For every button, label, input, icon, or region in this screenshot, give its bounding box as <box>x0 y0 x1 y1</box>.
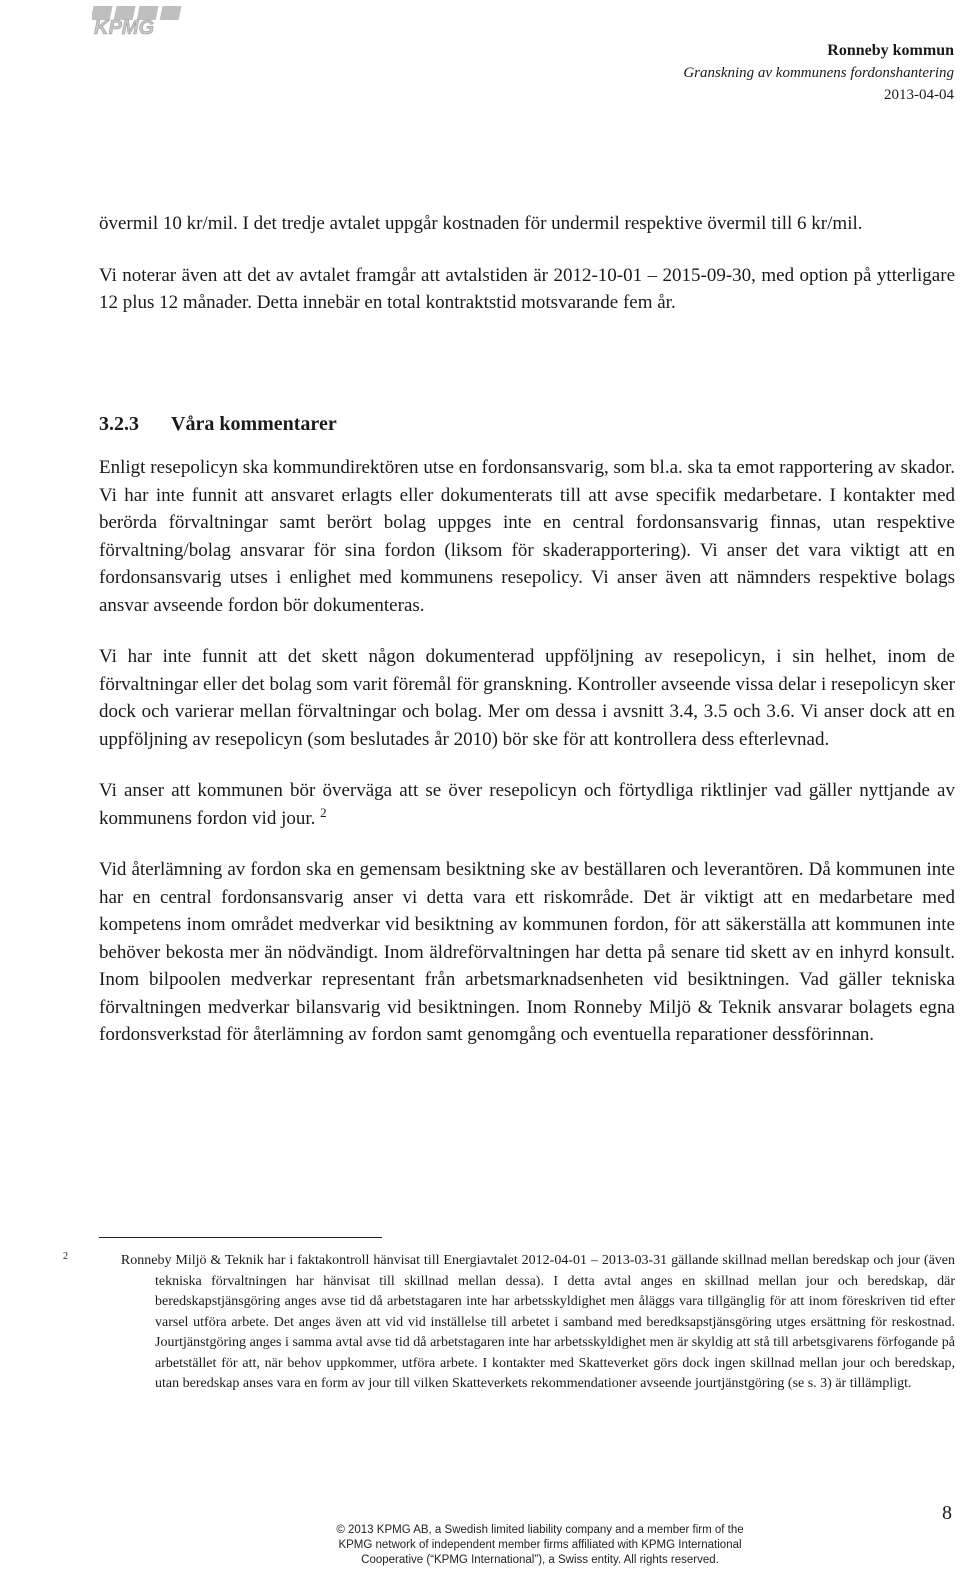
kpmg-logo-text: KPMG <box>94 17 154 38</box>
paragraph: övermil 10 kr/mil. I det tredje avtalet uppgår kostnaden för undermil respektive övermil till 6 kr/mil. <box>99 213 863 234</box>
paragraph: Vid återlämning av fordon ska en gemensam besiktning ske av beställaren och leverantören. Då kommunen inte har en central fordonsansvarig anser vi detta vara ett riskområde. Det är viktigt att en medarbetare med kompetens inom området medverkar vid besiktning av kommunen fordon, för att säkerställa att kommunen inte behöver bekosta mer än nödvändigt. Inom äldreförvaltningen har detta på senare tid skett av en inhyrd konsult. Inom bilpoolen medverkar representant från arbetsmarknadsenheten vid besiktningen. Vad gäller tekniska förvaltningen medverkar bilansvarig vid besiktningen. Inom Ronneby Miljö & Teknik ansvarar bolagets egna fordonsverkstad för återlämning av fordon samt genomgång och eventuella reparationer dessförinnan. <box>99 859 955 1045</box>
paragraph: Vi noterar även att det av avtalet framgår att avtalstiden är 2012-10-01 – 2015-09-30, med option på ytterligare 12 plus 12 månader. Detta innebär en total kontraktstid motsvarande fem år. <box>99 264 955 313</box>
header-organization: Ronneby kommun <box>827 42 954 59</box>
copyright-line: © 2013 KPMG AB, a Swedish limited liability company and a member firm of the <box>336 1524 744 1536</box>
document-header <box>683 40 954 106</box>
intro-text <box>99 210 955 341</box>
footnote-divider <box>99 1237 382 1238</box>
copyright-line: Cooperative (“KPMG International”), a Swiss entity. All rights reserved. <box>361 1554 719 1566</box>
header-subject: Granskning av kommunens fordonshantering <box>683 65 954 81</box>
section-title: Våra kommentarer <box>171 413 337 435</box>
section-body <box>99 454 955 1073</box>
section-number: 3.2.3 <box>99 413 139 435</box>
section-heading <box>99 413 337 436</box>
paragraph: Vi har inte funnit att det skett någon dokumenterad uppföljning av resepolicyn, i sin helhet, inom de förvaltningar eller det bolag som varit föremål för granskning. Kontroller avseende vissa delar i resepolicyn sker dock och varierar mellan förvaltningar och bolag. Mer om dessa i avsnitt 3.4, 3.5 och 3.6. Vi anser dock att en uppföljning av resepolicyn (som beslutades år 2010) bör ske för att kontrollera dess efterlevnad. <box>99 646 955 750</box>
paragraph: Enligt resepolicyn ska kommundirektören utse en fordonsansvarig, som bl.a. ska ta emot rapportering av skador. Vi har inte funnit att ansvaret erlagts eller dokumenterats till att avse specifik medarbetare. I kontakter med berörda förvaltningar samt berört bolag uppges inte en central fordonsansvarig finnas, utan respektive förvaltning/bolag ansvarar för sina fordon (liksom för skaderapportering). Vi anser det vara viktigt att en fordonsansvarig utses i enlighet med kommunens resepolicy. Vi anser även att nämnders respektive bolags ansvar avseende fordon bör dokumenteras. <box>99 457 955 616</box>
header-date: 2013-04-04 <box>884 87 954 103</box>
kpmg-logo <box>92 4 184 38</box>
footnote-text: Ronneby Miljö & Teknik har i faktakontroll hänvisat till Energiavtalet 2012-04-01 – 2013-03-31 gällande skillnad mellan beredskap och jour (även tekniska förvaltningen har hänvisat till skillnad mellan dessa). I detta avtal anges en skillnad mellan jour och beredskap, där beredskapstjänsgöring anges avse tid då arbetstagaren inte har arbetsskyldighet men åläggs vara tillgänglig för att inom föreskriven tid efter varsel utföra arbete. Det anges även att vid vid inställelse till arbetet i samband med beredksapstjänsgöring utges ersättning för reskostnad. Jourtjänstgöring anges i samma avtal avse tid då arbetstagaren inte har arbetsskyldighet men är skyldig att stå till arbetsgivarens förfogande på arbetstället för att, när behov uppkommer, utföra arbete. I kontakter med Skatteverket görs dock ingen skillnad mellan jour och beredskap, utan beredskap anses vara en form av jour till vilken Skatteverkets rekommendationer avseende jourtjänstgöring (se s. 3) är tillämpligt. <box>120 1253 955 1391</box>
footnote-mark: 2 <box>63 1251 68 1262</box>
paragraph <box>99 777 955 832</box>
footnote-reference[interactable]: 2 <box>320 804 327 820</box>
paragraph-text: Vi anser att kommunen bör överväga att se över resepolicyn och förtydliga riktlinjer vad gäller nyttjande av kommunens fordon vid jour. <box>99 780 955 829</box>
copyright-notice <box>280 1523 800 1568</box>
page-number: 8 <box>942 1502 952 1524</box>
footnote <box>63 1247 955 1395</box>
copyright-line: KPMG network of independent member firms affiliated with KPMG International <box>338 1539 742 1551</box>
